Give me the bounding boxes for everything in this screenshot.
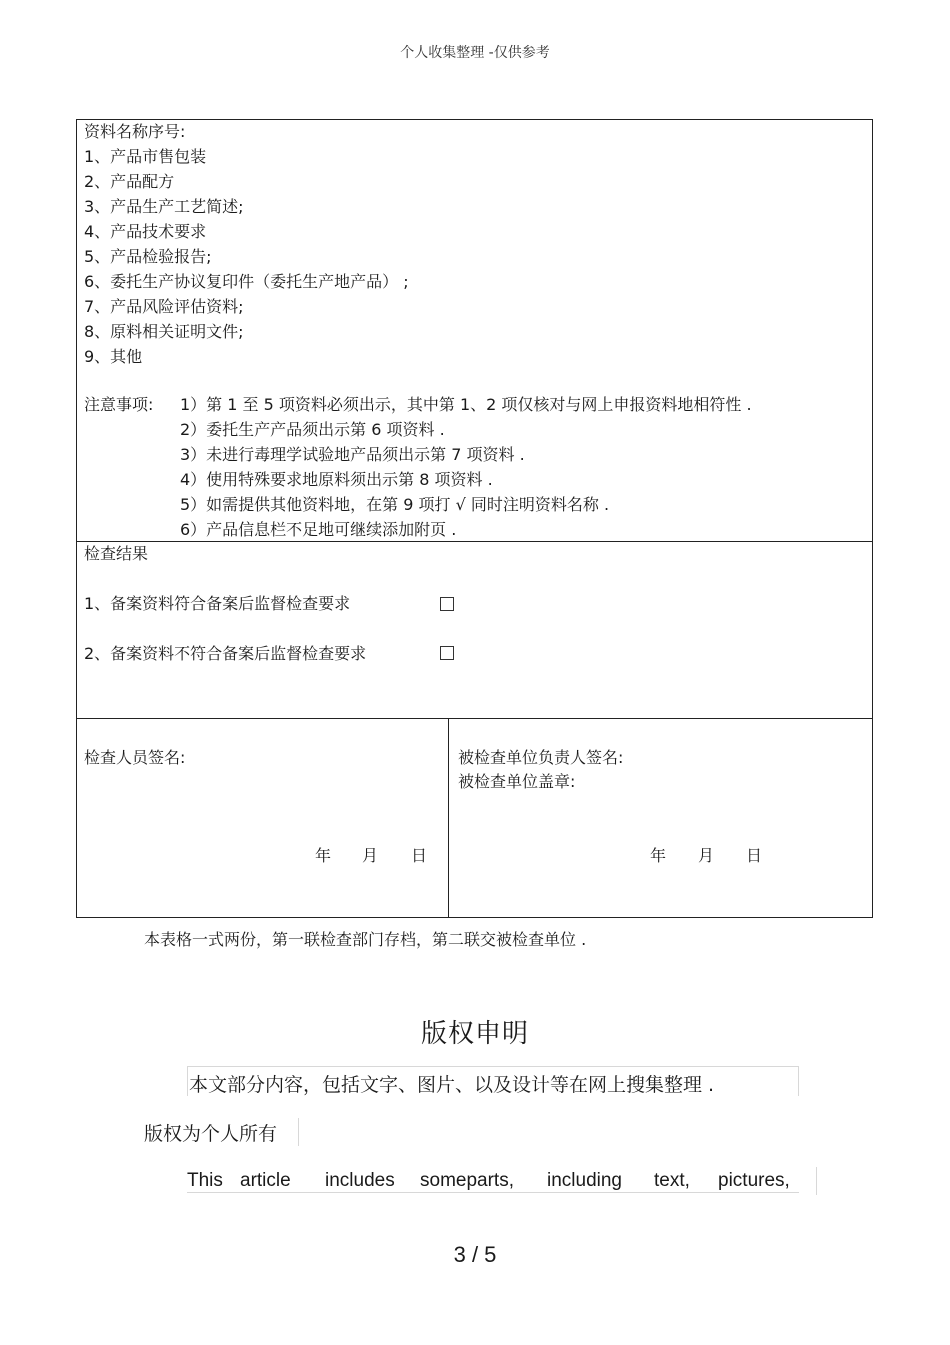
unit-date-day: 日 bbox=[746, 846, 763, 865]
copyright-box-right-line bbox=[798, 1066, 799, 1096]
materials-item: 6、委托生产协议复印件（委托生产地产品） ; bbox=[84, 272, 409, 291]
compliant-checkbox[interactable] bbox=[440, 597, 454, 611]
copyright-line-2: 版权为个人所有 bbox=[144, 1123, 278, 1145]
inspector-date-day: 日 bbox=[411, 846, 428, 865]
inspector-date-year: 年 bbox=[315, 846, 332, 865]
table-footnote: 本表格一式两份，第一联检查部门存档，第二联交被检查单位 . bbox=[144, 930, 587, 949]
unit-seal-label: 被检查单位盖章: bbox=[458, 772, 576, 791]
table-divider-result bbox=[76, 718, 873, 719]
inspector-date-month: 月 bbox=[362, 846, 379, 865]
result-heading: 检查结果 bbox=[84, 544, 149, 563]
materials-item: 9、其他 bbox=[84, 347, 143, 366]
note-item: 4）使用特殊要求地原料须出示第 8 项资料 . bbox=[180, 470, 493, 489]
english-box-right-line bbox=[816, 1167, 817, 1195]
table-right-border bbox=[872, 119, 873, 918]
note-item: 3）未进行毒理学试验地产品须出示第 7 项资料 . bbox=[180, 445, 525, 464]
materials-item: 5、产品检验报告; bbox=[84, 247, 212, 266]
materials-item: 3、产品生产工艺简述; bbox=[84, 197, 244, 216]
page-number: 3 / 5 bbox=[453, 1242, 497, 1267]
table-left-border bbox=[76, 119, 77, 918]
materials-section bbox=[84, 119, 409, 369]
english-box-bottom-line bbox=[187, 1192, 799, 1193]
english-word: someparts, bbox=[420, 1170, 514, 1191]
unit-date-month: 月 bbox=[698, 846, 715, 865]
note-item: 5）如需提供其他资料地，在第 9 项打 √ 同时注明资料名称 . bbox=[180, 495, 610, 514]
english-word: pictures, bbox=[718, 1170, 790, 1191]
copyright-title: 版权申明 bbox=[420, 1019, 529, 1049]
materials-item: 2、产品配方 bbox=[84, 172, 175, 191]
note-item: 2）委托生产产品须出示第 6 项资料 . bbox=[180, 420, 445, 439]
materials-heading: 资料名称序号: bbox=[84, 122, 186, 141]
materials-item: 4、产品技术要求 bbox=[84, 222, 207, 241]
result-option-compliant: 1、备案资料符合备案后监督检查要求 bbox=[84, 594, 351, 613]
notes-label: 注意事项: bbox=[84, 395, 154, 414]
copyright-line-1: 本文部分内容，包括文字、图片、以及设计等在网上搜集整理 . bbox=[189, 1074, 715, 1096]
note-item: 6）产品信息栏不足地可继续添加附页 . bbox=[180, 520, 457, 539]
english-word: includes bbox=[325, 1170, 395, 1191]
page-header: 个人收集整理 -仅供参考 bbox=[400, 45, 550, 61]
english-word: article bbox=[240, 1170, 291, 1191]
table-bottom-border bbox=[76, 917, 873, 918]
inspector-signature-label: 检查人员签名: bbox=[84, 748, 186, 767]
english-word: including bbox=[547, 1170, 622, 1191]
unit-head-signature-label: 被检查单位负责人签名: bbox=[458, 748, 624, 767]
materials-item: 8、原料相关证明文件; bbox=[84, 322, 244, 341]
materials-item: 7、产品风险评估资料; bbox=[84, 297, 244, 316]
table-middle-border bbox=[448, 718, 449, 918]
note-item: 1）第 1 至 5 项资料必须出示，其中第 1、2 项仅核对与网上申报资料地相符性 . bbox=[180, 395, 752, 414]
english-word: text, bbox=[654, 1170, 690, 1191]
materials-item: 1、产品市售包装 bbox=[84, 147, 207, 166]
copyright-line-2-edge bbox=[298, 1118, 299, 1146]
noncompliant-checkbox[interactable] bbox=[440, 646, 454, 660]
english-word: This bbox=[187, 1170, 223, 1191]
copyright-box-left-line bbox=[187, 1066, 188, 1096]
notes-list bbox=[180, 392, 752, 542]
result-option-noncompliant: 2、备案资料不符合备案后监督检查要求 bbox=[84, 644, 367, 663]
copyright-box-top-line bbox=[187, 1066, 799, 1067]
unit-date-year: 年 bbox=[650, 846, 667, 865]
